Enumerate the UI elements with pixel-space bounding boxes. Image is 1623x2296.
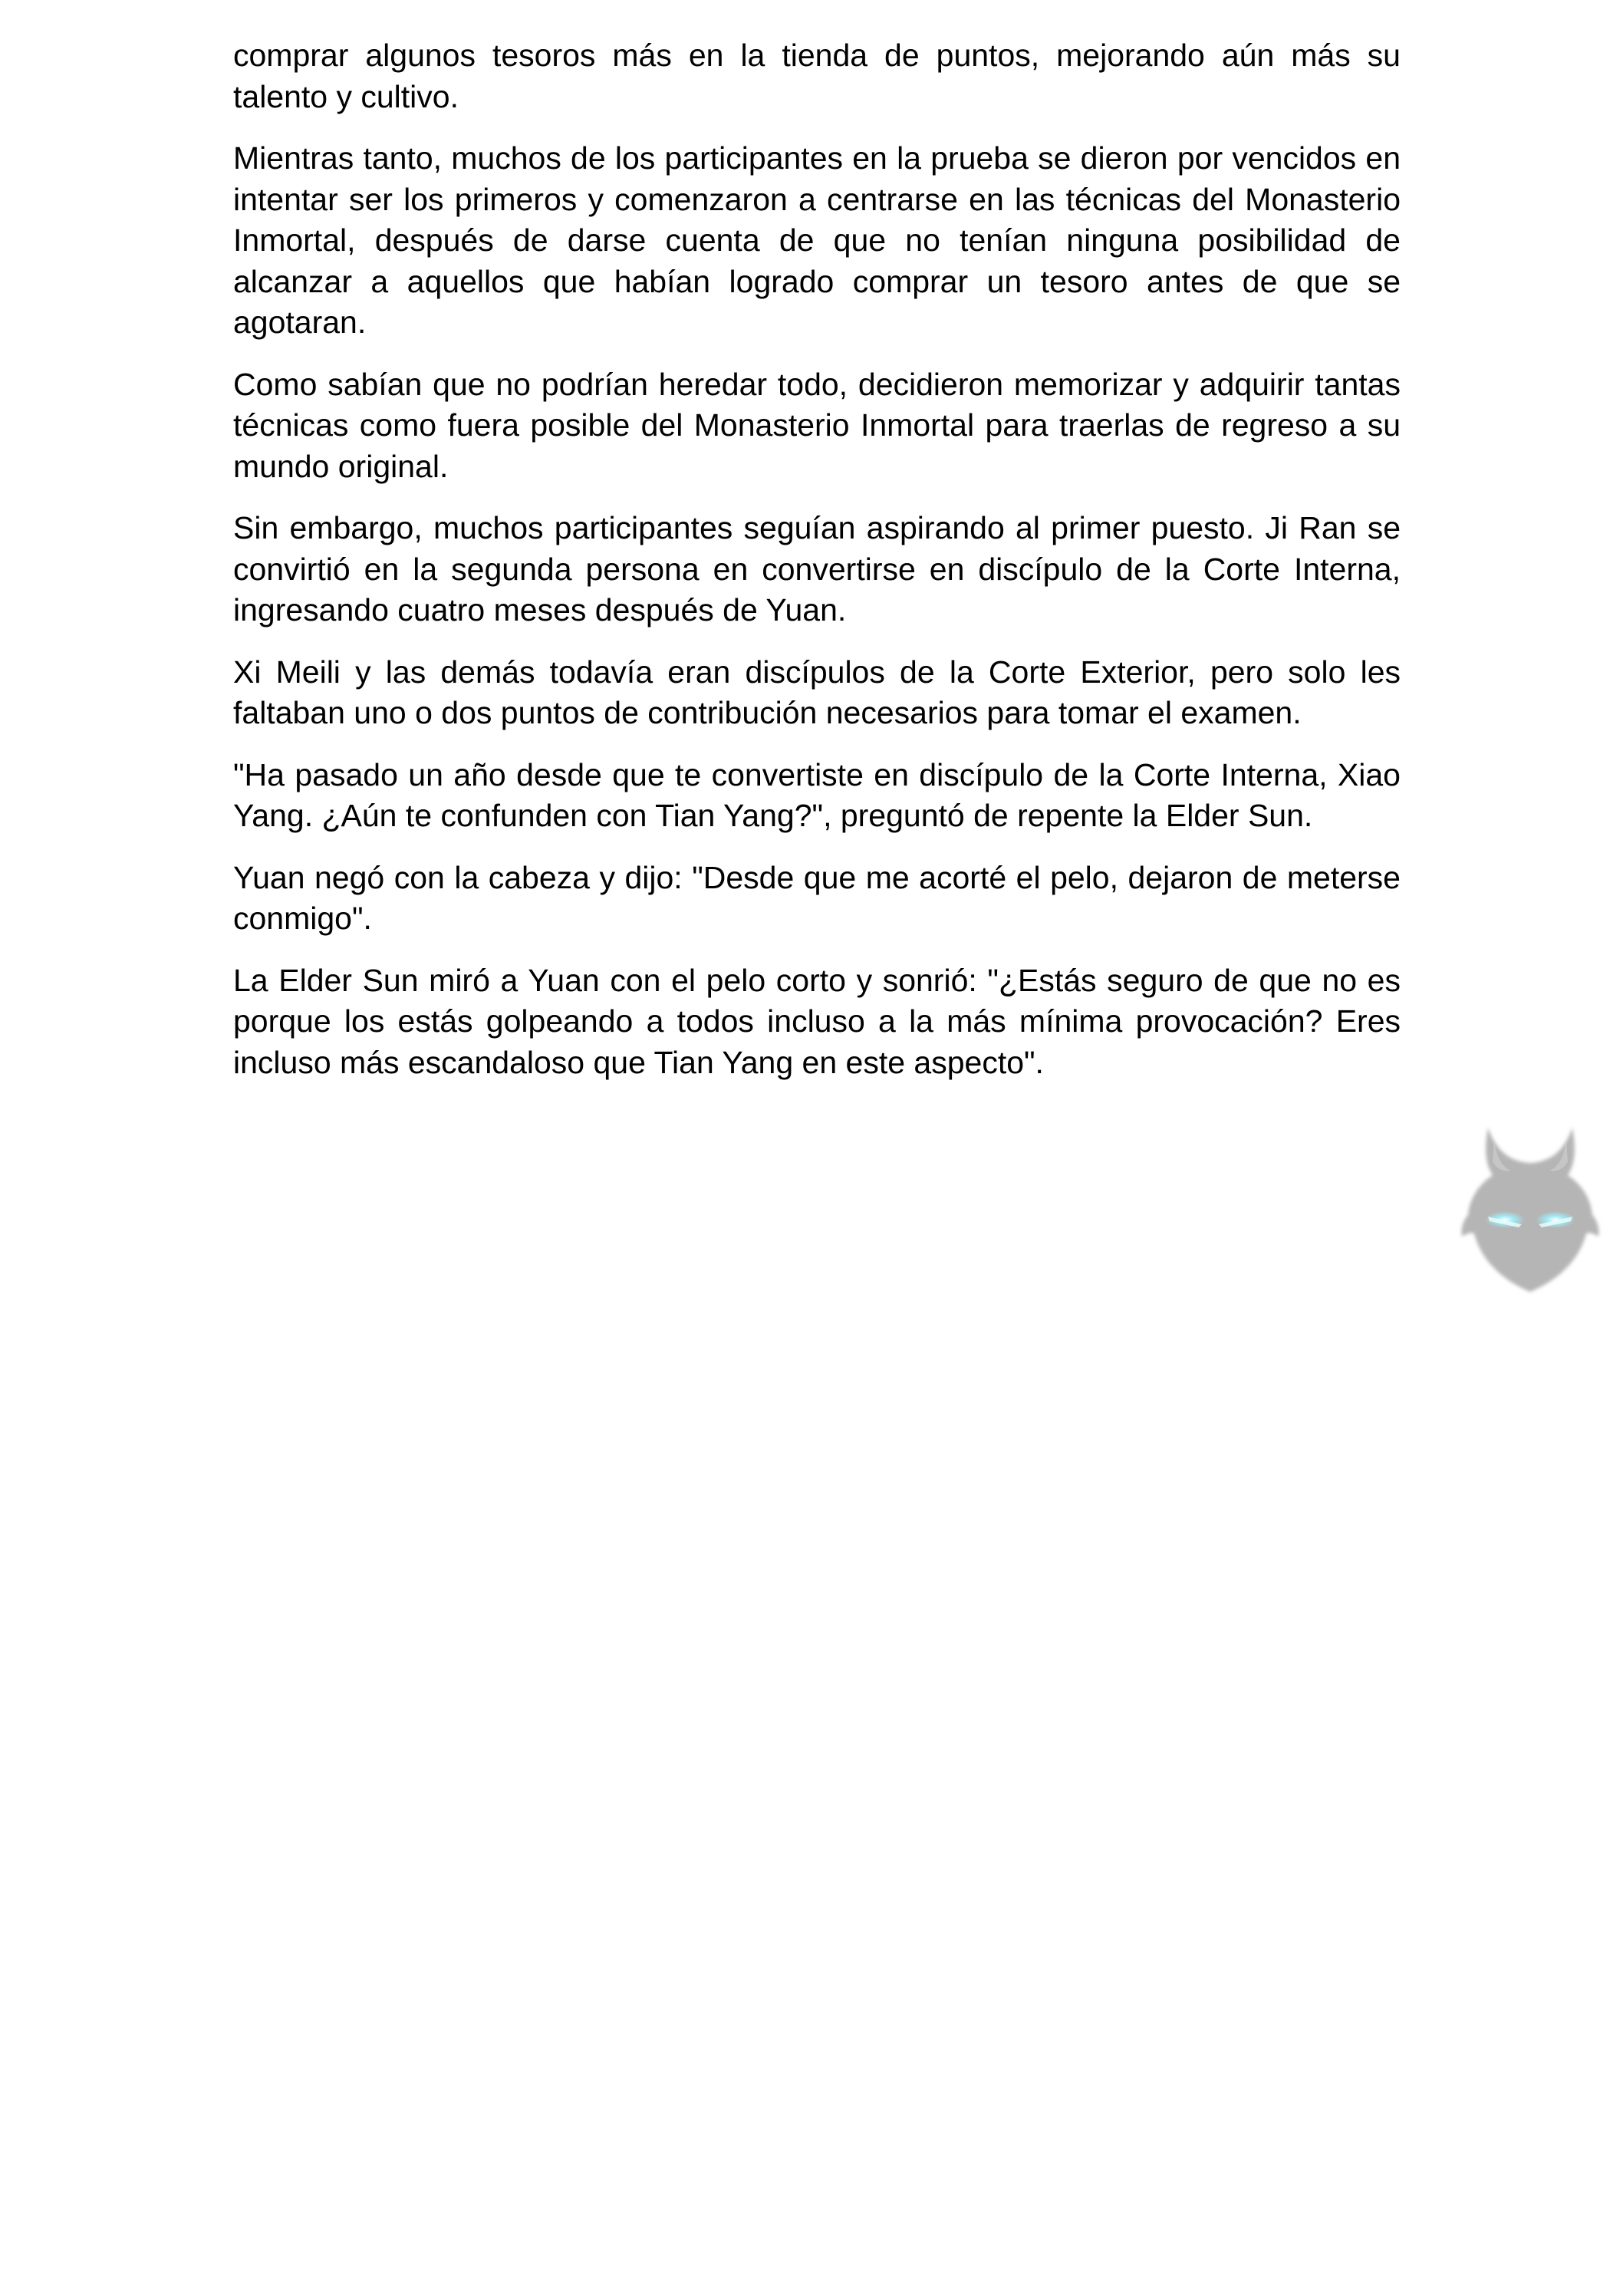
paragraph-6: "Ha pasado un año desde que te convertiste en discípulo de la Corte Interna, Xiao Yang. ¿Aún te confunden con Tian Yang?", preguntó de repente la Elder Sun. — [233, 756, 1401, 833]
paragraph-8: La Elder Sun miró a Yuan con el pelo corto y sonrió: "¿Estás seguro de que no es porque los estás golpeando a todos incluso a la más mínima provocación? Eres incluso más escandaloso que Tian Yang en este aspecto". — [233, 962, 1401, 1080]
demon-head-shape — [1461, 1128, 1598, 1292]
paragraph-5: Xi Meili y las demás todavía eran discípulos de la Corte Exterior, pero solo les faltaban uno o dos puntos de contribución necesarios para tomar el examen. — [233, 654, 1401, 730]
paragraph-1: comprar algunos tesoros más en la tienda de puntos, mejorando aún más su talento y cultivo. — [233, 38, 1401, 114]
paragraph-7: Yuan negó con la cabeza y dijo: "Desde que me acorté el pelo, dejaron de meterse conmigo". — [233, 859, 1401, 936]
paragraph-4: Sin embargo, muchos participantes seguían aspirando al primer puesto. Ji Ran se convirtió en la segunda persona en convertirse en discípulo de la Corte Interna, ingresando cuatro meses después de Yuan. — [233, 510, 1401, 628]
paragraph-2: Mientras tanto, muchos de los participantes en la prueba se dieron por vencidos en intentar ser los primeros y comenzaron a centrarse en las técnicas del Monasterio Inmortal, después de darse cuenta de que no tenían ninguna posibilidad de alcanzar a aquellos que habían logrado comprar un tesoro antes de que se agotaran. — [233, 140, 1401, 340]
document-page — [233, 35, 1401, 1104]
demon-head-logo-icon — [1457, 1122, 1603, 1298]
paragraph-3: Como sabían que no podrían heredar todo, decidieron memorizar y adquirir tantas técnicas como fuera posible del Monasterio Inmortal para traerlas de regreso a su mundo original. — [233, 366, 1401, 484]
